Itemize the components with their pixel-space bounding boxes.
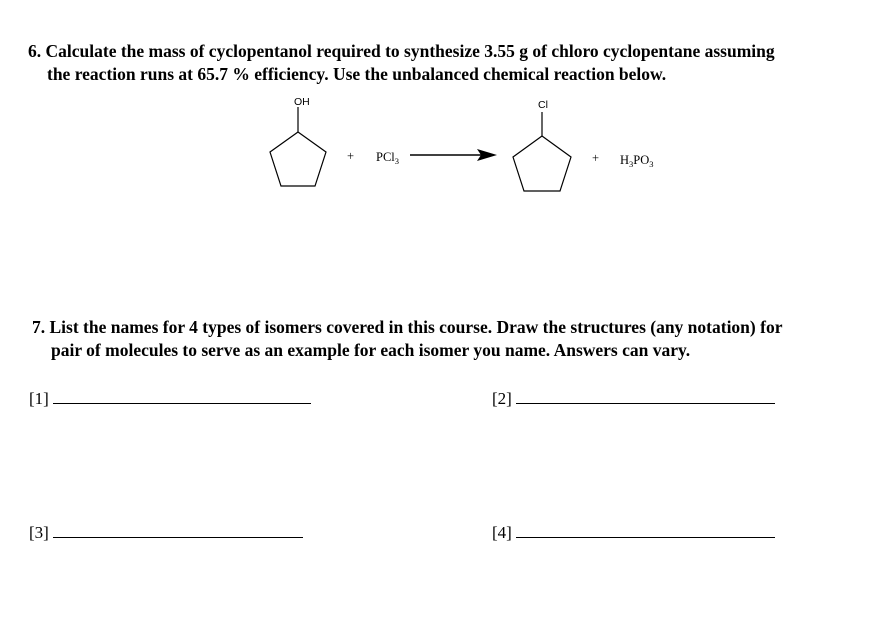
question-6-line-2: the reaction runs at 65.7 % efficiency. Use the unbalanced chemical reaction below. (47, 64, 667, 84)
plus-sign-2: + (592, 151, 600, 165)
question-7-line-1: 7. List the names for 4 types of isomers covered in this course. Draw the structures (any notation) for (32, 317, 783, 337)
answer-slot-3 (29, 520, 303, 543)
answer-label-4: [4] (492, 523, 512, 542)
answer-blank-1[interactable] (53, 386, 311, 404)
cyclopentane-ring-1 (270, 132, 326, 186)
byproduct-formula (620, 153, 654, 169)
answer-label-3: [3] (29, 523, 49, 542)
byproduct-h: H (620, 153, 630, 167)
cyclopentanol-structure (270, 107, 326, 186)
plus-sign-1: + (347, 149, 355, 163)
answer-label-2: [2] (492, 389, 512, 408)
answer-slot-2 (492, 386, 775, 409)
byproduct-po: PO (633, 153, 650, 167)
answer-blank-3[interactable] (53, 520, 303, 538)
answer-blank-4[interactable] (516, 520, 775, 538)
question-6-line-1: 6. Calculate the mass of cyclopentanol required to synthesize 3.55 g of chloro cyclopentane assuming (28, 41, 775, 61)
byproduct-sub-2: 3 (649, 159, 654, 169)
answer-slot-4 (492, 520, 775, 543)
answer-blank-2[interactable] (516, 386, 775, 404)
reagent-formula (376, 150, 399, 166)
question-7 (32, 316, 782, 362)
question-7-line-2: pair of molecules to serve as an example for each isomer you name. Answers can vary. (51, 340, 691, 360)
reagent-base: PCl (376, 150, 395, 164)
reagent-subscript: 3 (394, 156, 400, 166)
answer-slot-1 (29, 386, 311, 409)
chloro-label: Cl (538, 99, 548, 111)
chlorocyclopentane-structure (513, 112, 571, 191)
hydroxyl-label: OH (294, 96, 310, 108)
answer-label-1: [1] (29, 389, 49, 408)
byproduct-sub-1: 3 (629, 159, 634, 169)
cyclopentane-ring-2 (513, 136, 571, 191)
reaction-arrow (410, 149, 497, 161)
